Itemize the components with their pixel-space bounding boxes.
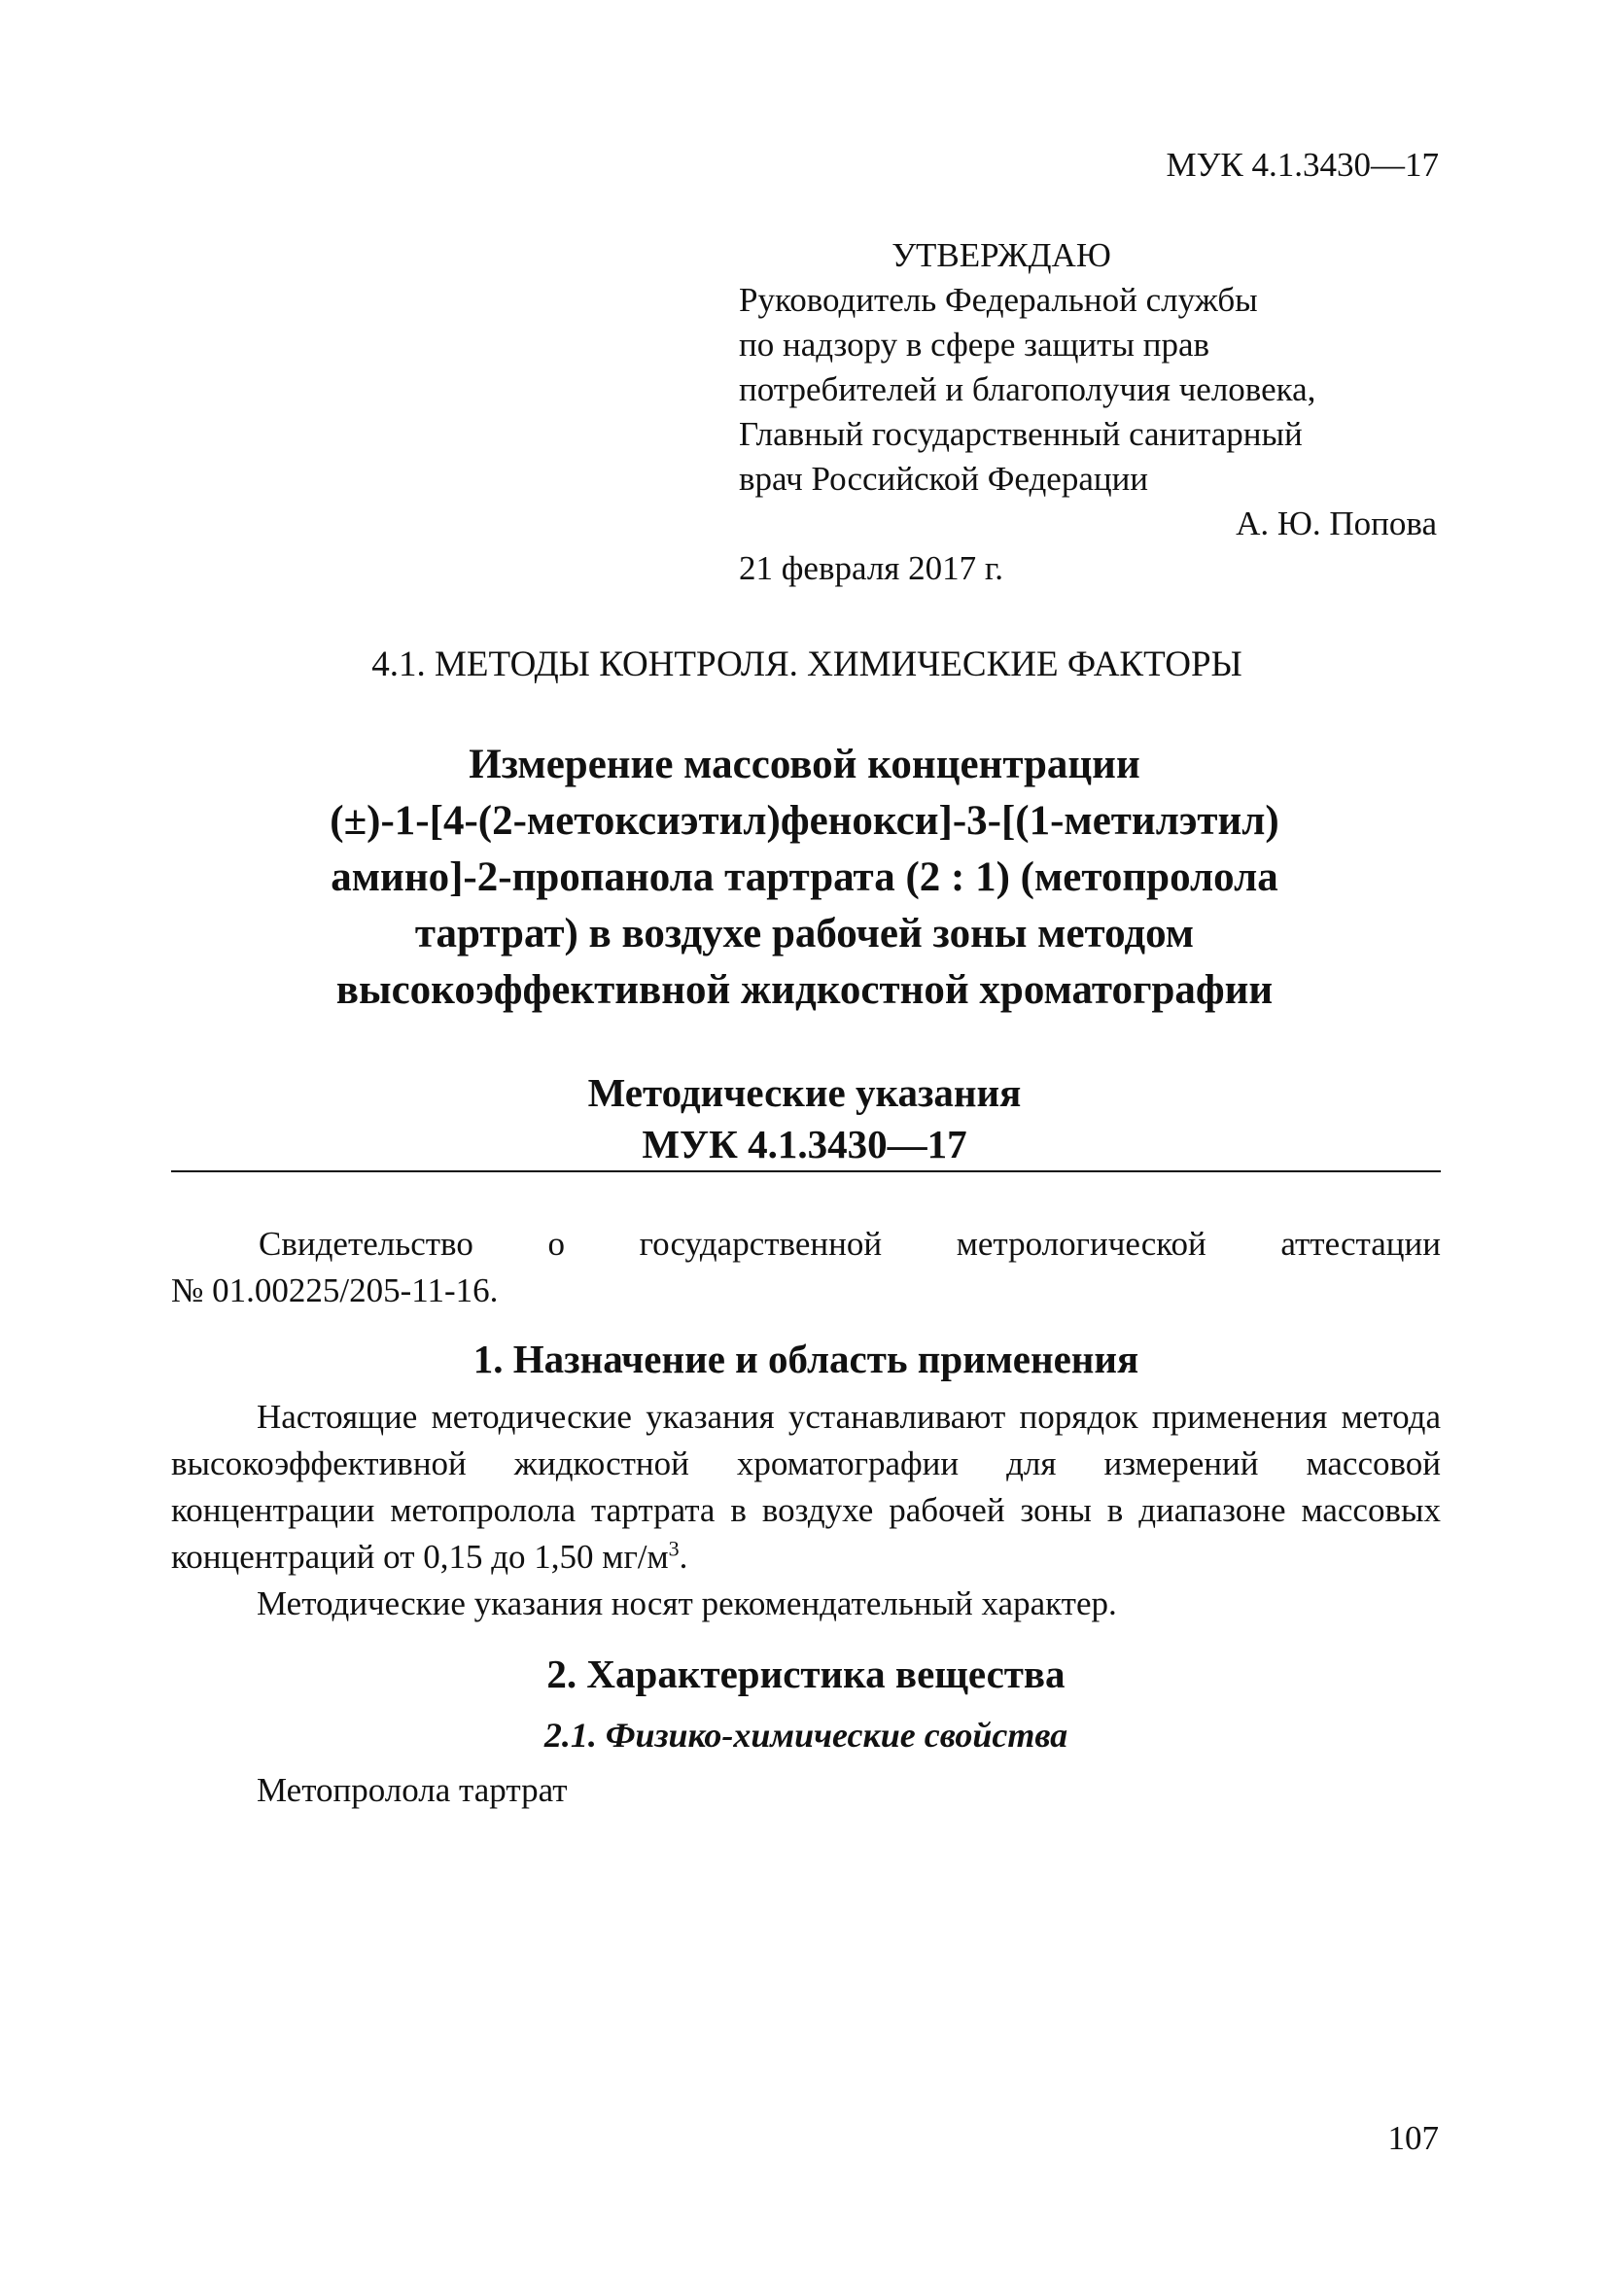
guidelines-label: Методические указания bbox=[587, 1070, 1022, 1115]
title-line: (±)-1-[4-(2-метоксиэтил)фенокси]-3-[(1-метилэтил) bbox=[330, 798, 1279, 844]
approval-block bbox=[739, 233, 1439, 591]
section-heading-purpose: 1. Назначение и область применения bbox=[472, 1337, 1139, 1381]
certificate-note bbox=[171, 1221, 1441, 1314]
approve-word: УТВЕРЖДАЮ bbox=[891, 236, 1111, 274]
title-line: амино]-2-пропанола тартрата (2 : 1) (метопролола bbox=[331, 854, 1278, 900]
document-code: МУК 4.1.3430—17 bbox=[1166, 146, 1439, 184]
approver-position-line: Руководитель Федеральной службы bbox=[739, 281, 1258, 319]
approval-date: 21 февраля 2017 г. bbox=[739, 549, 1004, 587]
approver-position-line: потребителей и благополучия человека, bbox=[739, 370, 1316, 408]
horizontal-divider bbox=[171, 1170, 1441, 1172]
approver-name: А. Ю. Попова bbox=[1236, 504, 1437, 542]
subsection-heading: 2.1. Физико-химические свойства bbox=[543, 1716, 1068, 1755]
paragraph: Настоящие методические указания устанавливают порядок применения метода высокоэффективной жидкостной хроматографии для измерений массовой концентрации метопролола тартрата в воздухе рабочей зоны в диапазоне массовых концентраций от 0,15 до 1,50 $мг/м^3$. bbox=[171, 1398, 1441, 1576]
substance-name: Метопролола тартрат bbox=[257, 1771, 568, 1809]
title-line: тартрат) в воздухе рабочей зоны методом bbox=[414, 911, 1195, 957]
certificate-number: № 01.00225/205-11-16. bbox=[171, 1271, 499, 1309]
approver-position-line: Главный государственный санитарный bbox=[739, 415, 1303, 453]
title-line: Измерение массовой концентрации bbox=[469, 742, 1140, 787]
guidelines-code: МУК 4.1.3430—17 bbox=[642, 1122, 967, 1166]
document-title bbox=[165, 737, 1444, 1019]
section-heading-substance: 2. Характеристика вещества bbox=[546, 1652, 1066, 1696]
paragraph: Методические указания носят рекомендательный характер. bbox=[257, 1584, 1117, 1622]
approver-position-line: врач Российской Федерации bbox=[739, 460, 1149, 498]
superscript: 3 bbox=[668, 1536, 680, 1561]
section-body-purpose bbox=[171, 1394, 1441, 1627]
page-number: 107 bbox=[1387, 2119, 1439, 2157]
guidelines-title bbox=[165, 1067, 1444, 1170]
certificate-line: Свидетельство о государственной метрологической аттестации bbox=[259, 1225, 1441, 1263]
title-line: высокоэффективной жидкостной хроматографии bbox=[335, 967, 1274, 1013]
section-header: 4.1. МЕТОДЫ КОНТРОЛЯ. ХИМИЧЕСКИЕ ФАКТОРЫ bbox=[371, 644, 1242, 684]
approver-position-line: по надзору в сфере защиты прав bbox=[739, 326, 1210, 364]
